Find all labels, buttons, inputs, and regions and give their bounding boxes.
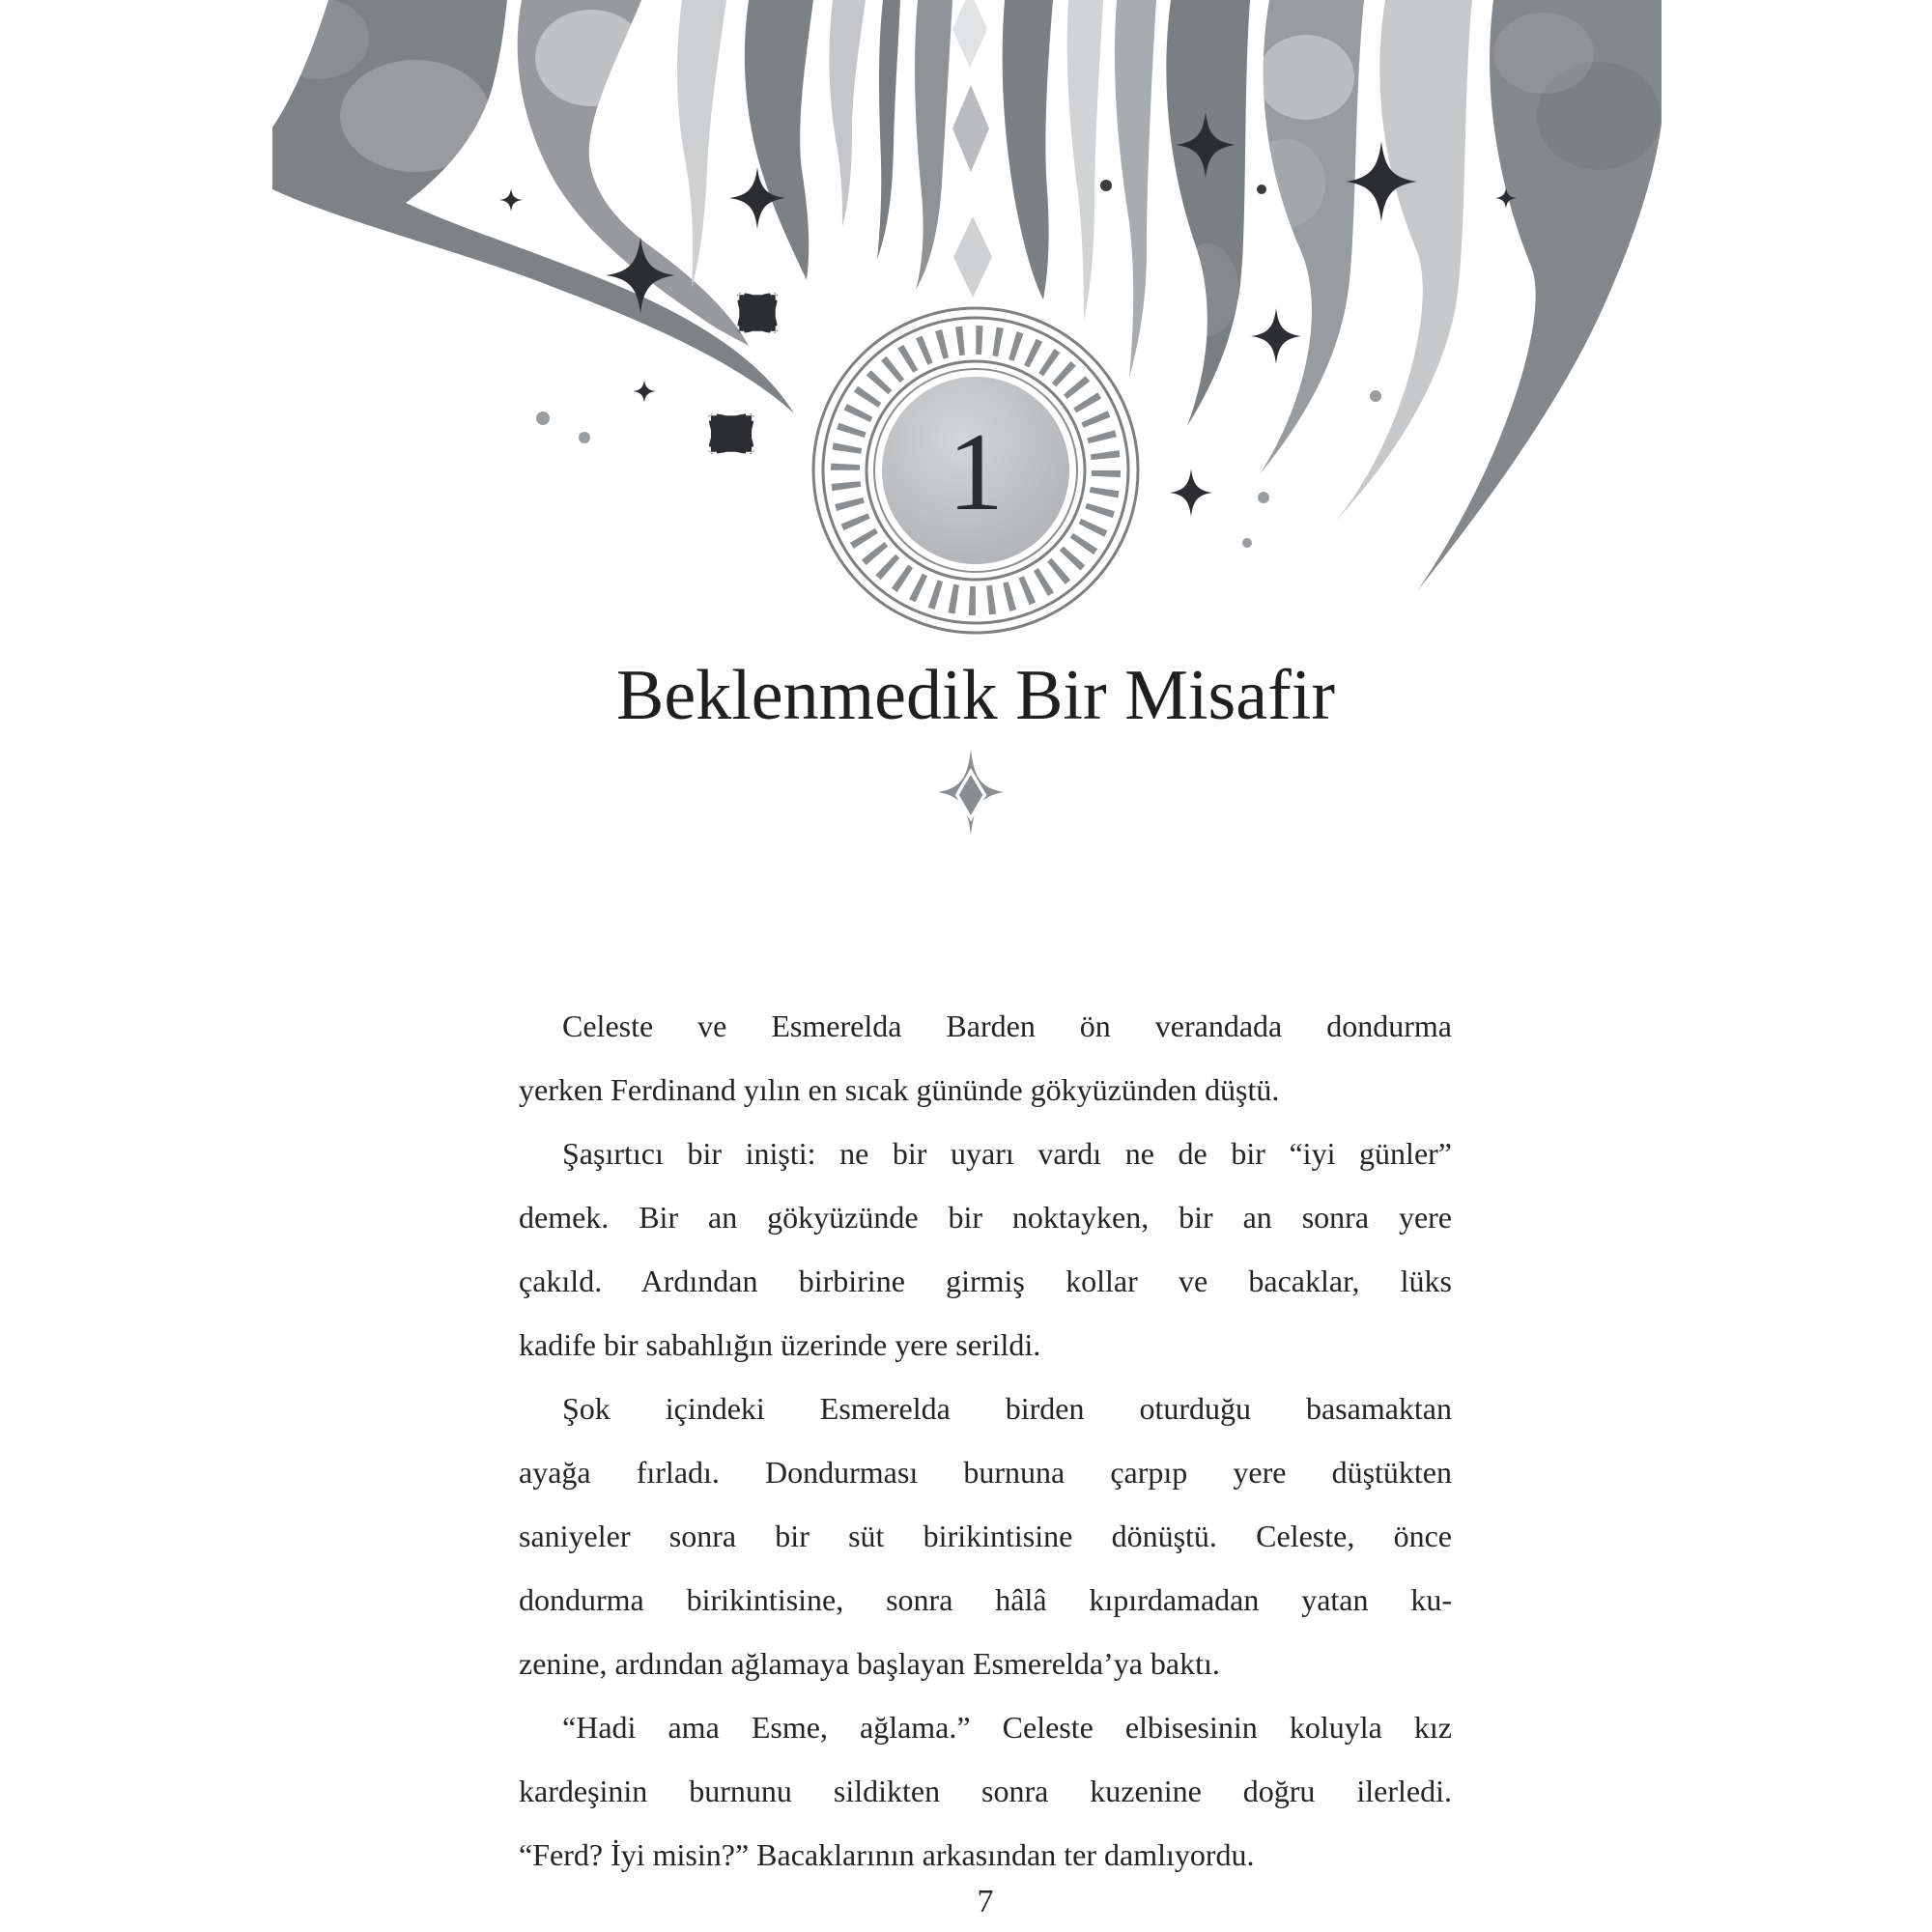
- text-line: Şaşırtıcı bir inişti: ne bir uyarı vardı ne de bir “iyi günler”: [562, 1136, 1452, 1171]
- text-line: “Hadi ama Esme, ağlama.” Celeste elbisesinin koluyla kız: [562, 1710, 1452, 1745]
- text-line: demek. Bir an gökyüzünde bir noktayken, bir an sonra yere: [519, 1200, 1452, 1235]
- chapter-medallion: [813, 308, 1138, 633]
- text-line: çakıld. Ardından birbirine girmiş kollar ve bacaklar, lüks: [519, 1264, 1452, 1298]
- chapter-title: Beklenmedik Bir Misafir: [616, 656, 1335, 735]
- diamond-ornament-icon: [923, 744, 1019, 840]
- text-line: saniyeler sonra bir süt birikintisine dönüştü. Celeste, önce: [519, 1519, 1452, 1553]
- chapter-art: [270, 0, 1662, 657]
- text-line: kadife bir sabahlığın üzerinde yere serildi.: [519, 1327, 1041, 1362]
- text-line: “Ferd? İyi misin?” Bacaklarının arkasından ter damlıyordu.: [519, 1837, 1255, 1872]
- text-line: ayağa fırladı. Dondurması burnuna çarpıp yere düştükten: [519, 1455, 1452, 1490]
- text-line: Celeste ve Esmerelda Barden ön verandada dondurma: [562, 1009, 1452, 1043]
- page-number: 7: [977, 1884, 994, 1919]
- diamond-column: [952, 0, 992, 298]
- chapter-number: 1: [948, 411, 1004, 534]
- text-line: kardeşinin burnunu sildikten sonra kuzenine doğru ilerledi.: [519, 1774, 1452, 1808]
- body-text: [519, 994, 1452, 1887]
- text-line: Şok içindeki Esmerelda birden oturduğu basamaktan: [562, 1391, 1452, 1426]
- text-line: yerken Ferdinand yılın en sıcak gününde gökyüzünden düştü.: [519, 1072, 1280, 1107]
- text-line: zenine, ardından ağlamaya başlayan Esmerelda’ya baktı.: [519, 1646, 1220, 1681]
- text-line: dondurma birikintisine, sonra hâlâ kıpırdamadan yatan ku-: [519, 1582, 1452, 1617]
